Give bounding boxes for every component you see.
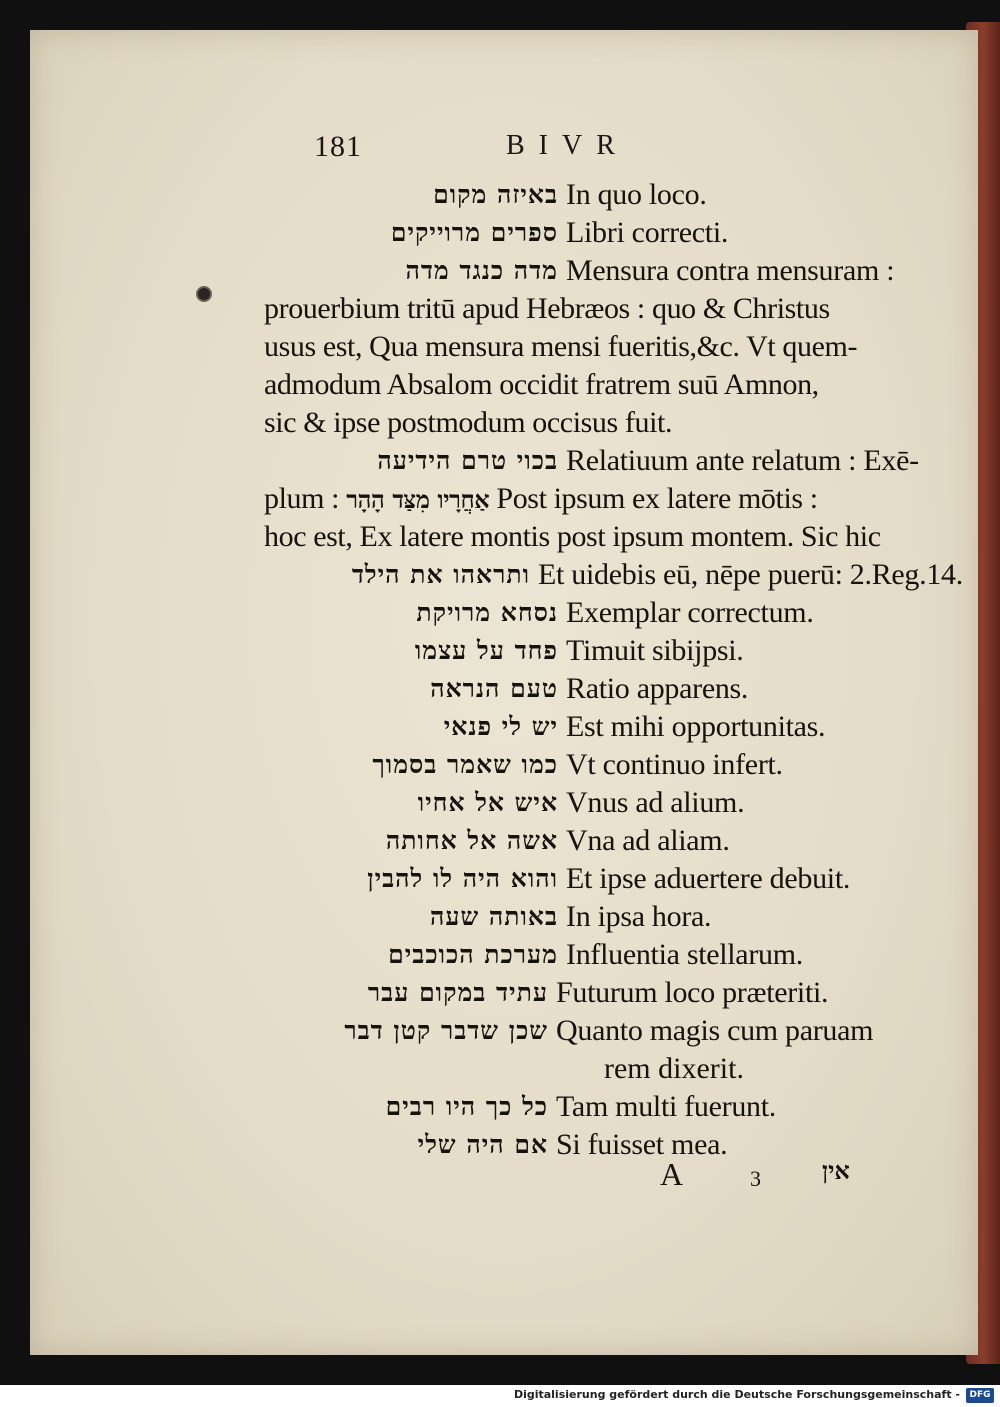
hebrew-term: בכוי טרם הידיעה	[377, 446, 558, 475]
glossary-entry	[30, 670, 978, 708]
paragraph-line: hoc est, Ex latere montis post ipsum montem. Sic hic	[264, 520, 881, 553]
paragraph-line	[264, 480, 954, 519]
glossary-entry	[30, 252, 978, 290]
hebrew-term: באותה שעה	[429, 902, 558, 931]
hebrew-term: נסחא מרויקת	[416, 598, 558, 627]
hebrew-term: כמו שאמר בסמוך	[372, 750, 558, 779]
latin-gloss: Tam multi fuerunt.	[556, 1090, 776, 1123]
latin-gloss: Vna ad aliam.	[566, 824, 730, 857]
paragraph-line: usus est, Qua mensura mensi fueritis,&c. Vt quem-	[264, 330, 858, 363]
latin-gloss: Est mihi opportunitas.	[566, 710, 826, 743]
hebrew-term: באיזה מקום	[433, 180, 558, 209]
hebrew-term: כל כך היו רבים	[385, 1092, 548, 1121]
latin-gloss: Futurum loco præteriti.	[556, 976, 829, 1009]
signature-letter: A	[660, 1156, 684, 1192]
paragraph-line: sic & ipse postmodum occisus fuit.	[264, 406, 673, 439]
glossary-entry	[30, 1012, 978, 1050]
latin-gloss: Quanto magis cum paruam	[556, 1014, 874, 1047]
hebrew-term: מדה כנגד מדה	[405, 256, 558, 285]
hebrew-term: איש אל אחיו	[417, 788, 558, 817]
glossary-entry	[30, 632, 978, 670]
paragraph-line: admodum Absalom occidit fratrem suū Amnon,	[264, 368, 819, 401]
hebrew-quote: אַחֲרָיו מִצַּד הָהָר	[346, 485, 490, 514]
paragraph-line: prouerbium tritū apud Hebræos : quo & Christus	[264, 292, 830, 325]
hebrew-term: ספרים מרוייקים	[390, 218, 558, 247]
latin-gloss: Vt continuo infert.	[566, 748, 783, 781]
latin-gloss: Exemplar correctum.	[566, 596, 814, 629]
latin-gloss: Ratio apparens.	[566, 672, 749, 705]
paragraph-text: plum :	[264, 482, 340, 515]
book-page	[30, 30, 978, 1355]
hebrew-term: פחד על עצמו	[414, 636, 558, 665]
hebrew-term: שכן שדבר קטן דבר	[344, 1016, 548, 1045]
glossary-entry	[30, 936, 978, 974]
running-head	[30, 130, 978, 174]
latin-gloss: Mensura contra mensuram :	[566, 254, 895, 287]
dfg-logo: DFG	[966, 1388, 994, 1403]
glossary-entry	[30, 898, 978, 936]
running-title: BIVR	[506, 130, 629, 161]
hebrew-term: יש לי פנאי	[443, 712, 558, 741]
latin-gloss: Relatiuum ante relatum : Exē-	[566, 444, 919, 477]
latin-gloss: Influentia stellarum.	[566, 938, 803, 971]
latin-gloss: Timuit sibijpsi.	[566, 634, 744, 667]
glossary-entry	[30, 556, 978, 594]
funding-credit: Digitalisierung gefördert durch die Deutsche Forschungsgemeinschaft -	[513, 1388, 960, 1401]
glossary-entry	[30, 708, 978, 746]
latin-gloss: Vnus ad alium.	[566, 786, 745, 819]
glossary-entry	[30, 822, 978, 860]
hebrew-term: טעם הנראה	[430, 674, 558, 703]
continuation-line: rem dixerit.	[604, 1052, 744, 1085]
hebrew-term: ותראהו את הילד	[351, 560, 530, 589]
hebrew-term: אם היה שלי	[417, 1130, 548, 1159]
glossary-entry	[30, 746, 978, 784]
glossary-entry	[30, 176, 978, 214]
glossary-entry	[30, 860, 978, 898]
paragraph-text: Post ipsum ex latere mōtis :	[496, 482, 818, 515]
latin-gloss: Si fuisset mea.	[556, 1128, 728, 1161]
hebrew-term: מערכת הכוכבים	[388, 940, 558, 969]
glossary-entry	[30, 784, 978, 822]
latin-gloss: Libri correcti.	[566, 216, 729, 249]
glossary-entry	[30, 214, 978, 252]
glossary-entry	[30, 1088, 978, 1126]
catchword: אין	[822, 1156, 850, 1185]
footer	[0, 1385, 1000, 1407]
glossary-entry	[30, 442, 978, 480]
hebrew-term: עתיד במקום עבר	[367, 978, 548, 1007]
hebrew-term: אשה אל אחותה	[385, 826, 558, 855]
page-number: 181	[314, 130, 362, 163]
glossary-entry	[30, 974, 978, 1012]
latin-gloss: In ipsa hora.	[566, 900, 712, 933]
latin-gloss: Et uidebis eū, nēpe puerū: 2.Reg.14.	[538, 558, 963, 591]
hebrew-term: והוא היה לו להבין	[367, 864, 558, 893]
latin-gloss: Et ipse aduertere debuit.	[566, 862, 851, 895]
latin-gloss: In quo loco.	[566, 178, 707, 211]
glossary-entry	[30, 594, 978, 632]
signature-number: 3	[750, 1166, 761, 1191]
